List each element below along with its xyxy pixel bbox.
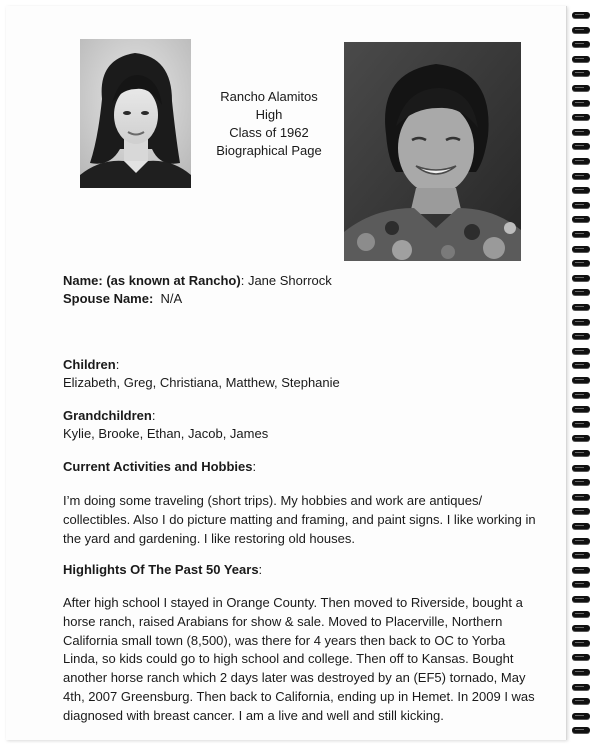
binding-ring	[572, 421, 590, 427]
title-high-line: High	[255, 107, 283, 122]
yearbook-portrait-image	[80, 39, 191, 188]
title-school-line: Rancho Alamitos	[220, 89, 318, 104]
binding-ring	[572, 304, 590, 310]
binding-ring	[572, 406, 590, 412]
binding-ring	[572, 129, 590, 135]
current-portrait-image	[344, 42, 521, 261]
binding-ring	[572, 100, 590, 106]
grandchildren-heading: Grandchildren:	[63, 408, 156, 423]
spouse-value: N/A	[160, 291, 183, 306]
binding-ring	[572, 114, 590, 120]
binding-ring	[572, 216, 590, 222]
binding-ring	[572, 143, 590, 149]
activities-paragraph: I’m doing some traveling (short trips). My hobbies and work are antiques/ collectibles. Also I do picture matting and framing, and paint signs. I like working in the yard and gardening. I like restoring old houses.	[63, 493, 536, 546]
title-page-line: Biographical Page	[216, 143, 322, 158]
activities-heading: Current Activities and Hobbies:	[63, 459, 257, 474]
name-value: Jane Shorrock	[247, 273, 332, 288]
reunion-title	[196, 88, 342, 160]
binding-ring	[572, 246, 590, 252]
spouse-row	[63, 291, 182, 306]
spouse-label: Spouse Name:	[63, 291, 154, 306]
binding-ring	[572, 684, 590, 690]
highlights-paragraph: After high school I stayed in Orange County. Then moved to Riverside, bought a horse ranch, raised Arabians for show & sale. Moved to Placerville, Northern California small town (8,500), was there for 4 years then back to OC to Yorba Linda, so kids could go to high school and college. Then off to Kansas. Bought another horse ranch which 2 days later was destroyed by an (EF5) tornado, May 4th, 2007 Greensburg. Then back to California, ending up in Hemet. In 2009 I was diagnosed with breast cancer. I am a live and well and still kicking.	[63, 595, 535, 723]
binding-ring	[572, 173, 590, 179]
binding-ring	[572, 596, 590, 602]
binding-ring	[572, 12, 590, 18]
children-heading: Children:	[63, 357, 120, 372]
binding-ring	[572, 727, 590, 733]
binding-ring	[572, 538, 590, 544]
binding-ring	[572, 581, 590, 587]
current-photo	[344, 42, 521, 261]
binding-ring	[572, 669, 590, 675]
binding-ring	[572, 450, 590, 456]
binding-ring	[572, 435, 590, 441]
yearbook-photo	[80, 39, 191, 188]
binding-ring	[572, 625, 590, 631]
binding-ring	[572, 289, 590, 295]
title-class-line: Class of 1962	[229, 125, 309, 140]
binding-ring	[572, 479, 590, 485]
binding-ring	[572, 275, 590, 281]
binding-ring	[572, 231, 590, 237]
grandchildren-list: Kylie, Brooke, Ethan, Jacob, James	[63, 426, 269, 441]
children-list: Elizabeth, Greg, Christiana, Matthew, Stephanie	[63, 375, 340, 390]
grandchildren-label: Grandchildren	[63, 408, 152, 423]
binding-ring	[572, 698, 590, 704]
binding-ring	[572, 56, 590, 62]
spiral-binding	[572, 8, 594, 740]
binding-ring	[572, 494, 590, 500]
binding-ring	[572, 392, 590, 398]
binding-ring	[572, 260, 590, 266]
binding-ring	[572, 552, 590, 558]
binding-ring	[572, 70, 590, 76]
binding-ring	[572, 41, 590, 47]
children-label: Children	[63, 357, 116, 372]
binding-ring	[572, 319, 590, 325]
binding-ring	[572, 158, 590, 164]
binding-ring	[572, 523, 590, 529]
binding-ring	[572, 377, 590, 383]
binding-ring	[572, 611, 590, 617]
name-label: Name: (as known at Rancho)	[63, 273, 241, 288]
binding-ring	[572, 713, 590, 719]
binding-ring	[572, 465, 590, 471]
binding-ring	[572, 27, 590, 33]
binding-ring	[572, 362, 590, 368]
binding-ring	[572, 85, 590, 91]
binding-ring	[572, 508, 590, 514]
binding-ring	[572, 567, 590, 573]
binding-ring	[572, 333, 590, 339]
binding-ring	[572, 202, 590, 208]
name-row: Name: (as known at Rancho): Jane Shorrock	[63, 273, 332, 288]
binding-ring	[572, 640, 590, 646]
binding-ring	[572, 654, 590, 660]
binding-ring	[572, 187, 590, 193]
binding-ring	[572, 348, 590, 354]
highlights-heading: Highlights Of The Past 50 Years:	[63, 562, 263, 577]
activities-heading-text: Current Activities and Hobbies	[63, 459, 253, 474]
highlights-heading-text: Highlights Of The Past 50 Years	[63, 562, 259, 577]
